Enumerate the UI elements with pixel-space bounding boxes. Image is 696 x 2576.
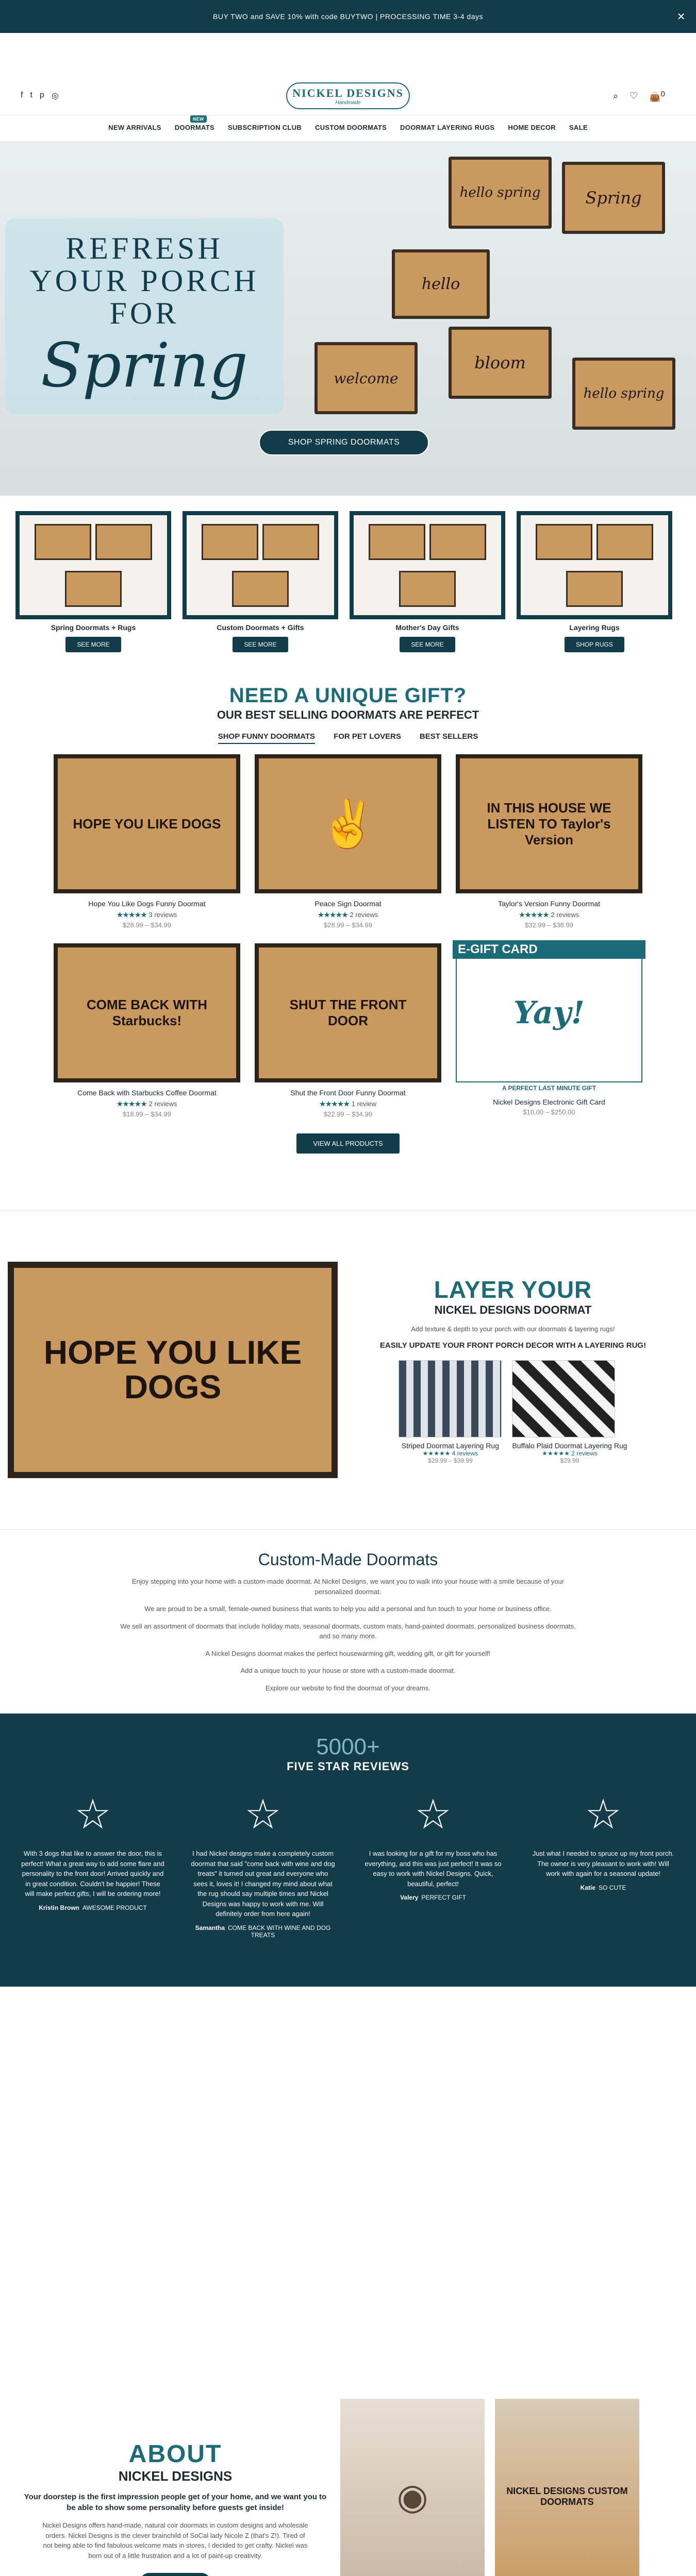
rug-name[interactable]: Striped Doormat Layering Rug (401, 1442, 499, 1450)
shop-rugs-button[interactable]: SHOP RUGS (565, 637, 624, 652)
product-price: $10.00 – $250.00 (523, 1108, 575, 1116)
logo[interactable] (286, 82, 410, 109)
custom-paragraph: Add a unique touch to your house or store with a custom-made doormat. (240, 1667, 456, 1674)
rug-price: $29.99 – $39.99 (428, 1457, 473, 1464)
social-links (21, 91, 59, 101)
rug-card[interactable] (399, 1360, 502, 1464)
cart-glyph: 👜 (649, 92, 661, 102)
hero-banner (0, 141, 696, 496)
product-card[interactable] (456, 754, 642, 929)
layering-section (0, 1210, 696, 1530)
hero-mat: bloom (449, 327, 552, 399)
layer-pitch: EASILY UPDATE YOUR FRONT PORCH DECOR WITH A LAYERING RUG! (379, 1341, 647, 1350)
custom-paragraph: Enjoy stepping into your home with a custom-made doormat. At Nickel Designs, we want you to walk into your house with a smile because of your personalized doormat. (131, 1578, 565, 1596)
custom-title: Custom-Made Doormats (258, 1550, 438, 1569)
product-grid (0, 754, 696, 1118)
rug-card[interactable] (512, 1360, 627, 1464)
cart-icon[interactable] (649, 90, 665, 103)
category-image (183, 511, 338, 619)
header-icons (613, 90, 665, 103)
product-image[interactable]: COME BACK WITH Starbucks! (54, 943, 240, 1082)
layer-title: LAYER YOUR (434, 1276, 592, 1303)
product-image[interactable]: IN THIS HOUSE WE LISTEN TO Taylor's Version (456, 754, 642, 893)
product-name[interactable]: Taylor's Version Funny Doormat (498, 900, 600, 908)
logo-subtext: Handmade (335, 99, 361, 106)
gift-subtitle: OUR BEST SELLING DOORMATS ARE PERFECT (217, 708, 479, 721)
site-header (0, 33, 696, 131)
product-rating: ★★★★★ 1 review (319, 1100, 377, 1108)
review-text: I had Nickel designs make a completely custom doormat that said "come back with wine and dog treats" it turned out great and everyone who sees it, loves it! I changed my mind about what the rug should say multiple times and Nickel Designs was happy to work with me. Will definitely order from here again! (191, 1850, 335, 1918)
hero-mat: hello (392, 249, 490, 319)
pinterest-icon[interactable]: p (39, 91, 44, 99)
review-count: 5000+ (316, 1734, 380, 1759)
review-card (21, 1791, 165, 1939)
twitter-icon[interactable]: t (30, 91, 32, 99)
nav-home-decor[interactable]: HOME DECOR (508, 124, 556, 131)
wishlist-icon[interactable]: ♡ (629, 91, 638, 101)
rug-price: $29.99 (560, 1457, 579, 1464)
review-text: Just what I needed to spruce up my front porch. The owner is very pleasant to work with! Will work with again for a seasonal update! (532, 1850, 674, 1877)
hero-title-script: Spring (40, 329, 248, 401)
rug-image[interactable] (399, 1360, 502, 1437)
hero-title-panel (5, 218, 284, 414)
product-price: $22.99 – $34.99 (324, 1110, 372, 1118)
about-text (21, 2368, 330, 2576)
rug-name[interactable]: Buffalo Plaid Doormat Layering Rug (512, 1442, 627, 1450)
hero-mat: welcome (314, 342, 418, 414)
category-card[interactable] (15, 511, 171, 652)
announcement-text: BUY TWO and SAVE 10% with code BUYTWO | PROCESSING TIME 3-4 days (213, 12, 483, 21)
reviews-section (0, 1714, 696, 1987)
star-icon: ☆ (585, 1791, 622, 1837)
product-name[interactable]: Come Back with Starbucks Coffee Doormat (77, 1089, 217, 1097)
category-card[interactable] (517, 511, 672, 652)
reviews-title: FIVE STAR REVIEWS (287, 1760, 409, 1773)
about-body: Nickel Designs offers hand-made, natural coir doormats in custom designs and wholesale orders. Nickel Designs is the clever brainchild of SoCal lady Nicole Z (that's Z!). Tired of not being able to find fabulous welcome mats in stores, I decided to get crafty. Nickel was born out of a little frustration and a lot of paint-up creativity. (42, 2521, 308, 2560)
custom-paragraph: Explore our website to find the doormat of your dreams. (265, 1684, 431, 1692)
review-author: Kristin Brown AWESOME PRODUCT (39, 1904, 147, 1911)
product-price: $28.99 – $34.99 (123, 921, 171, 929)
product-rating: ★★★★★ 2 reviews (519, 911, 579, 919)
product-name[interactable]: Hope You Like Dogs Funny Doormat (88, 900, 206, 908)
category-row (0, 496, 696, 652)
product-name[interactable]: Nickel Designs Electronic Gift Card (493, 1098, 605, 1106)
about-subtitle: NICKEL DESIGNS (118, 2468, 233, 2484)
rug-rating: ★★★★★ 2 reviews (542, 1450, 598, 1457)
category-card[interactable] (350, 511, 505, 652)
see-more-button[interactable]: SEE MORE (400, 637, 455, 652)
product-card[interactable] (54, 754, 240, 929)
main-nav (0, 116, 696, 131)
facebook-icon[interactable]: f (21, 91, 23, 99)
review-author: Katie SO CUTE (580, 1884, 626, 1891)
hero-title-line2: YOUR PORCH (29, 263, 259, 298)
see-more-button[interactable]: SEE MORE (65, 637, 121, 652)
product-rating: ★★★★★ 2 reviews (318, 911, 378, 919)
shop-spring-button[interactable]: SHOP SPRING DOORMATS (259, 430, 429, 455)
product-card[interactable] (456, 943, 642, 1118)
nav-doormats-label: DOORMATS (174, 124, 214, 131)
custom-paragraph: We are proud to be a small, female-owned business that wants to help you add a personal and fun touch to your home or business office. (144, 1605, 552, 1613)
hero-mat: hello spring (449, 157, 552, 229)
hero-mat: Spring (562, 162, 665, 234)
see-more-button[interactable]: SEE MORE (233, 637, 288, 652)
star-icon: ☆ (74, 1791, 111, 1837)
layer-desc: Add texture & depth to your porch with our doormats & layering rugs! (411, 1325, 615, 1333)
category-image (517, 511, 672, 619)
product-price: $18.99 – $34.99 (123, 1110, 171, 1118)
review-card (531, 1791, 675, 1939)
category-label: Layering Rugs (569, 623, 620, 632)
product-image[interactable]: SHUT THE FRONT DOOR (255, 943, 441, 1082)
custom-paragraph: We sell an assortment of doormats that include holiday mats, seasonal doormats, custom mats, hand-painted doormats, personalized business doormats, and so many more. (120, 1622, 576, 1640)
nav-new-arrivals[interactable]: NEW ARRIVALS (108, 124, 161, 131)
nav-sale[interactable]: SALE (569, 124, 588, 131)
product-card[interactable] (255, 754, 441, 929)
star-icon: ☆ (415, 1791, 452, 1837)
tab-funny-doormats[interactable]: SHOP FUNNY DOORMATS (218, 732, 315, 744)
nav-subscription-club[interactable]: SUBSCRIPTION CLUB (227, 124, 302, 131)
review-text: I was looking for a gift for my boss who has everything, and this was just perfect! It was so easy to work with Nickel Designs. Quick, beautiful, perfect! (364, 1850, 502, 1888)
rug-rating: ★★★★★ 4 reviews (422, 1450, 478, 1457)
product-card[interactable] (255, 943, 441, 1118)
review-author: Valery PERFECT GIFT (400, 1894, 466, 1901)
layer-feature-image: HOPE YOU LIKE DOGS (8, 1262, 338, 1478)
review-author: Samantha COME BACK WITH WINE AND DOG TREATS (195, 1924, 331, 1939)
review-text: With 3 dogs that like to answer the door, this is perfect! What a great way to add some flare and personality to the front door! Arrived quickly and in great condition. Couldn't be happier! These will make perfect gifts, I will be ordering more! (21, 1850, 164, 1897)
category-image (15, 511, 171, 619)
product-rating: ★★★★★ 3 reviews (117, 911, 177, 919)
custom-section (0, 1530, 696, 1693)
owner-photo: ◉ (340, 2399, 485, 2576)
product-image[interactable]: ✌ (255, 754, 441, 893)
about-section (0, 2368, 696, 2576)
announcement-bar (0, 0, 696, 33)
category-label: Spring Doormats + Rugs (51, 623, 136, 632)
category-card[interactable] (183, 511, 338, 652)
gift-card-image[interactable] (456, 943, 642, 1082)
product-name[interactable]: Peace Sign Doormat (314, 900, 382, 908)
instagram-icon[interactable]: ◎ (51, 92, 59, 100)
category-label: Mother's Day Gifts (395, 623, 459, 632)
new-badge: NEW (190, 115, 207, 123)
rug-image[interactable] (512, 1360, 615, 1437)
gift-card-script: Yay! (513, 995, 585, 1031)
about-title: ABOUT (128, 2441, 222, 2468)
gift-card-caption: A PERFECT LAST MINUTE GIFT (502, 1084, 596, 1092)
cart-count: 0 (660, 90, 665, 98)
product-rating: ★★★★★ 2 reviews (117, 1100, 177, 1108)
nav-doormats[interactable] (174, 116, 214, 131)
product-price: $28.99 – $34.99 (324, 921, 372, 929)
category-label: Custom Doormats + Gifts (217, 623, 304, 632)
nav-custom-doormats[interactable]: CUSTOM DOORMATS (315, 124, 387, 131)
layer-subtitle: NICKEL DESIGNS DOORMAT (434, 1303, 592, 1316)
product-price: $32.99 – $38.99 (525, 921, 573, 929)
gift-section (0, 684, 696, 1154)
product-name[interactable]: Shut the Front Door Funny Doormat (290, 1089, 406, 1097)
nav-layering-rugs[interactable]: DOORMAT LAYERING RUGS (400, 124, 495, 131)
category-image (350, 511, 505, 619)
rug-list (353, 1360, 673, 1464)
hero-title-line1: REFRESH (65, 231, 223, 265)
search-icon[interactable]: ⌕ (613, 91, 619, 101)
star-icon: ☆ (244, 1791, 281, 1837)
product-image[interactable]: HOPE YOU LIKE DOGS (54, 754, 240, 893)
view-all-button[interactable]: VIEW ALL PRODUCTS (296, 1133, 400, 1154)
gift-title: NEED A UNIQUE GIFT? (229, 684, 467, 707)
tab-pet-lovers[interactable]: FOR PET LOVERS (334, 732, 401, 741)
close-icon[interactable]: ✕ (676, 11, 686, 23)
hero-mat: hello spring (572, 358, 675, 430)
read-more-button[interactable] (140, 2573, 211, 2576)
hero-title-line3: FOR (109, 296, 179, 330)
about-lead: Your doorstep is the first impression people get of your home, and we want you to be able to show some personality before guests get inside! (24, 2493, 327, 2512)
workshop-photo: NICKEL DESIGNS CUSTOM DOORMATS (495, 2399, 639, 2576)
review-card (191, 1791, 335, 1939)
custom-paragraph: A Nickel Designs doormat makes the perfect housewarming gift, wedding gift, or gift for yourself! (205, 1649, 491, 1657)
tab-best-sellers[interactable]: BEST SELLERS (419, 732, 478, 741)
product-card[interactable] (54, 943, 240, 1118)
review-list (0, 1773, 696, 1939)
review-card (361, 1791, 505, 1939)
layer-content (338, 1276, 688, 1464)
product-tabs (0, 732, 696, 744)
gift-card-tag: E-GIFT CARD (453, 940, 645, 959)
logo-text: NICKEL DESIGNS (292, 86, 404, 99)
